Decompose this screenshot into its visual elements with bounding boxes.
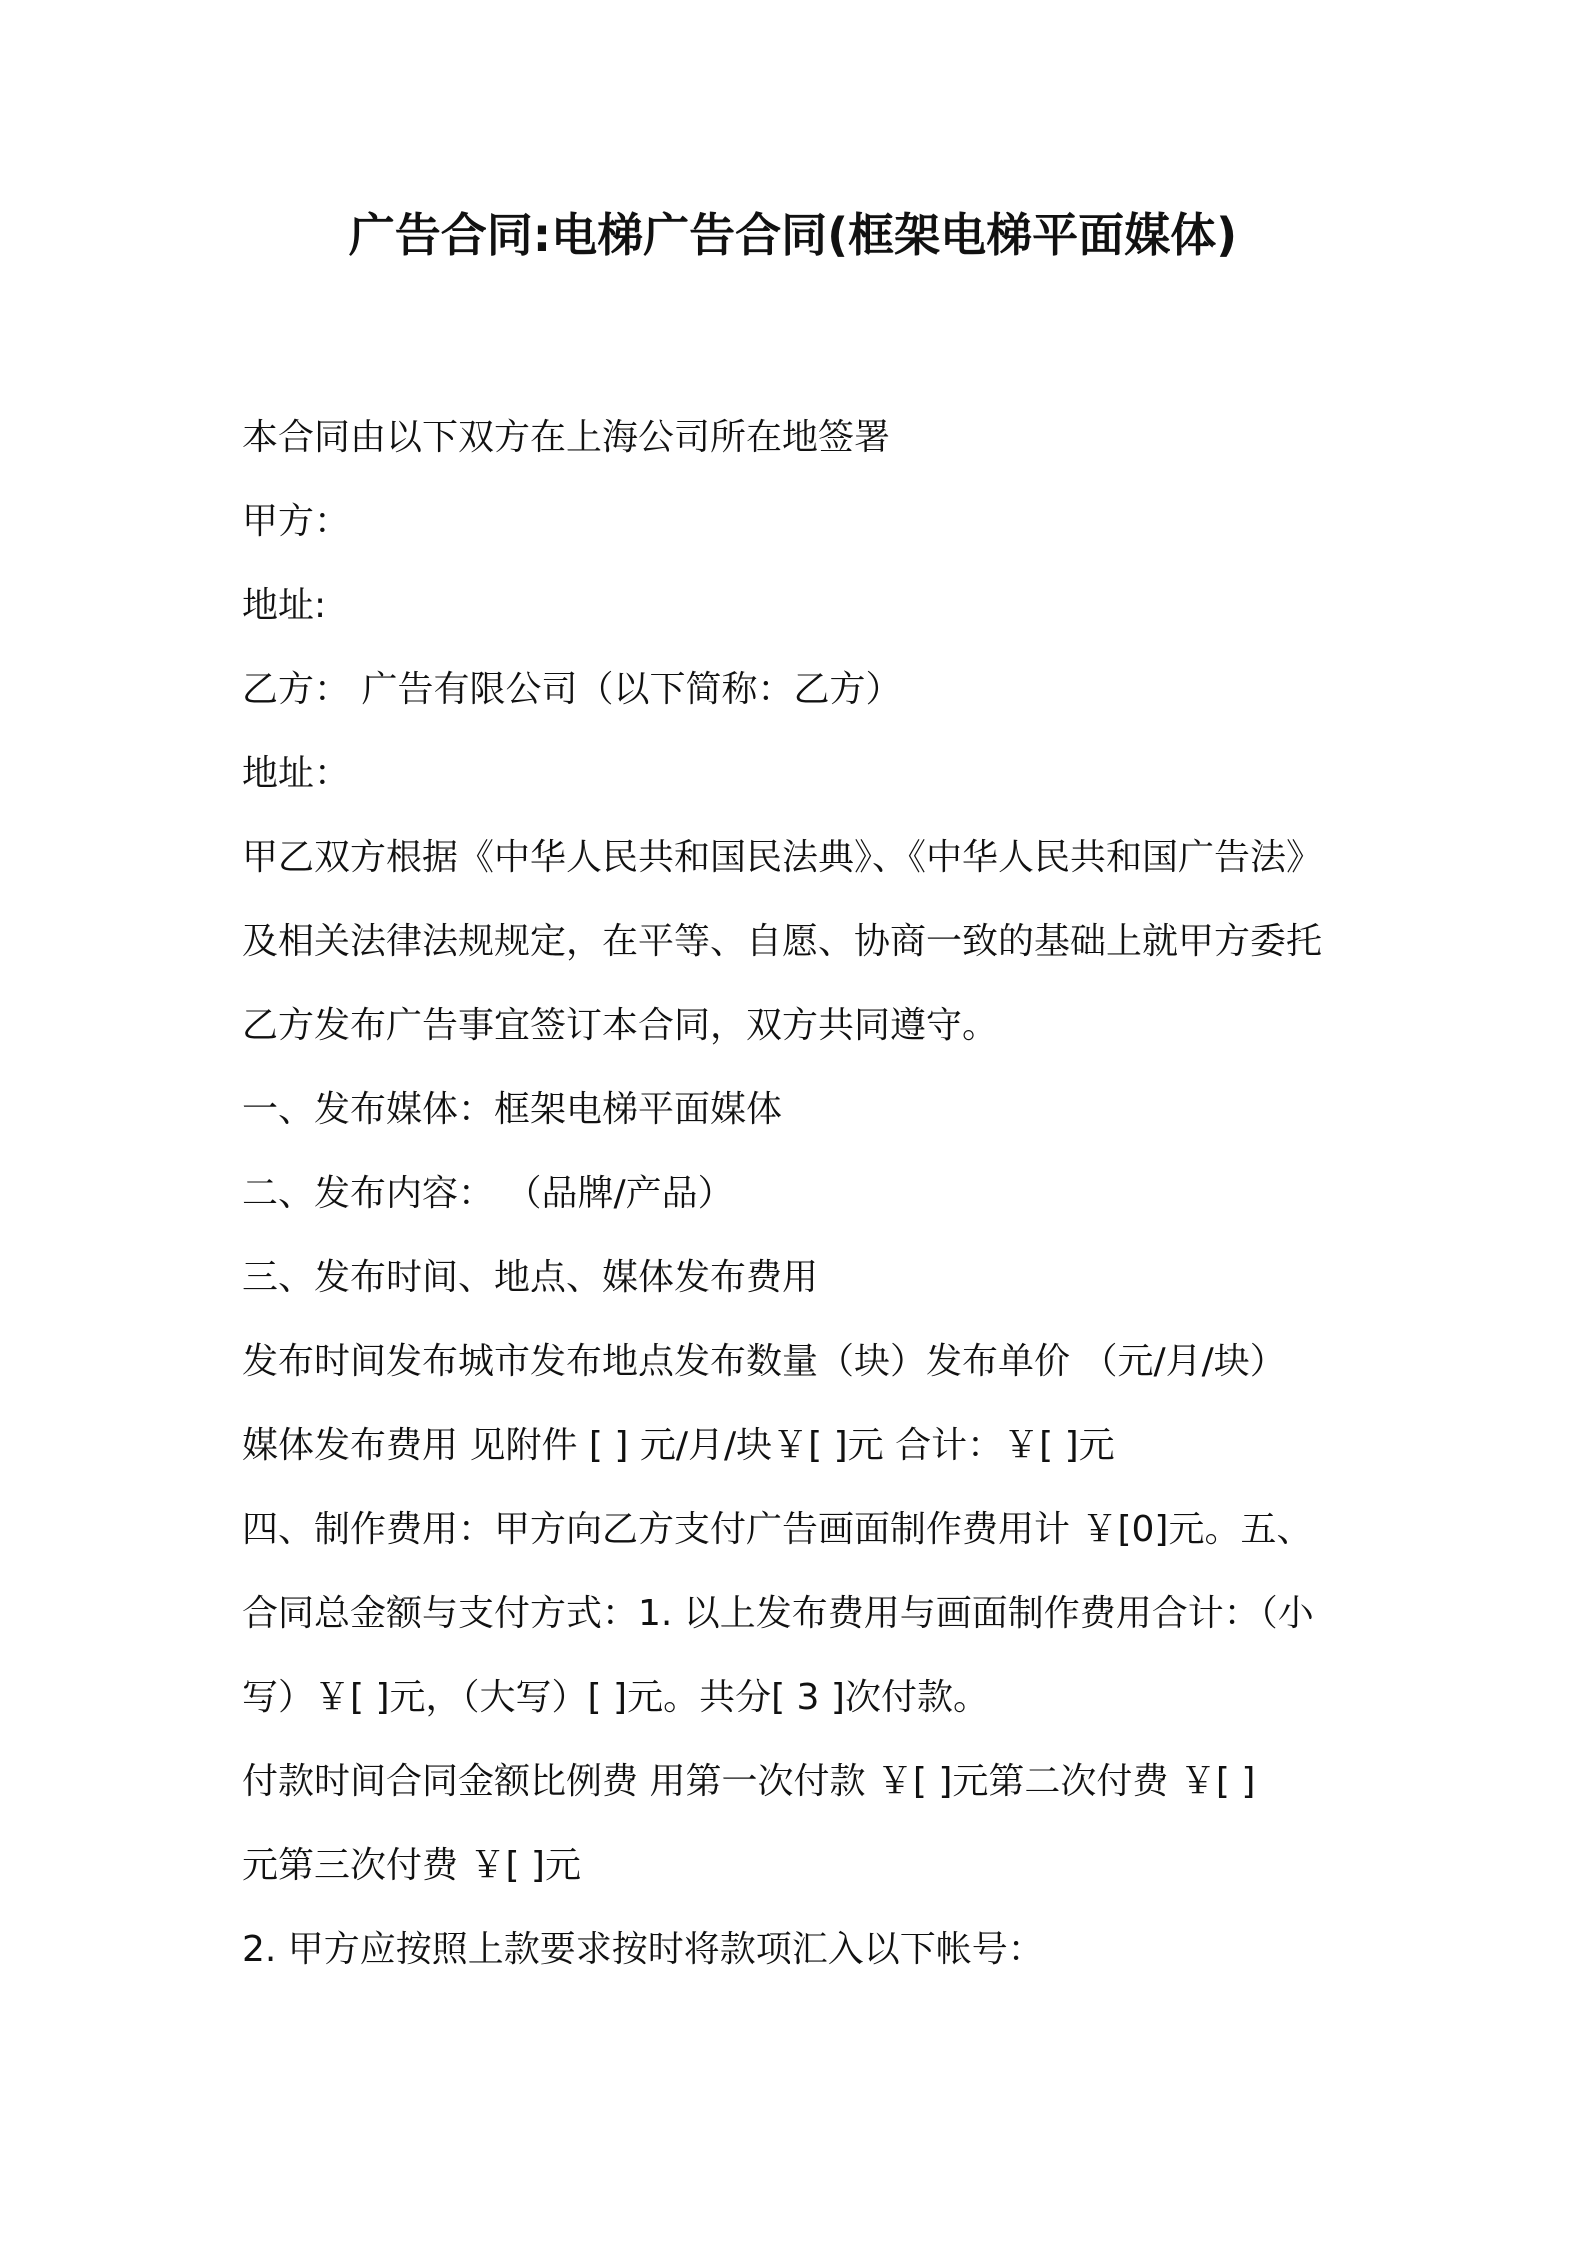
- document-title: 广告合同:电梯广告合同(框架电梯平面媒体): [348, 208, 1238, 262]
- legal-basis-line-1: 甲乙双方根据《中华人民共和国民法典》、《中华人民共和国广告法》: [242, 837, 1323, 878]
- legal-basis-line-3: 乙方发布广告事宜签订本合同，双方共同遵守。: [242, 1005, 999, 1046]
- party-a-line: 甲方：: [242, 501, 351, 542]
- publishing-fee-line: 媒体发布费用 见附件 [ ] 元/月/块￥[ ]元 合计：￥[ ]元: [242, 1425, 1115, 1466]
- section-5-total-line-1: 合同总金额与支付方式：1. 以上发布费用与画面制作费用合计：（小: [242, 1593, 1314, 1634]
- publishing-table-header-line: 发布时间发布城市发布地点发布数量（块）发布单价 （元/月/块）: [242, 1341, 1286, 1382]
- section-2-content-line: 二、发布内容： （品牌/产品）: [242, 1173, 734, 1214]
- payment-account-line: 2. 甲方应按照上款要求按时将款项汇入以下帐号：: [242, 1929, 1044, 1970]
- party-b-address-line: 地址：: [242, 753, 351, 794]
- legal-basis-line-2: 及相关法律法规规定，在平等、自愿、协商一致的基础上就甲方委托: [242, 921, 1323, 962]
- party-b-line: 乙方： 广告有限公司（以下简称：乙方）: [242, 669, 902, 710]
- party-a-address-line: 地址:: [242, 585, 327, 626]
- section-4-production-fee-line: 四、制作费用：甲方向乙方支付广告画面制作费用计 ￥[0]元。五、: [242, 1509, 1313, 1550]
- signing-location-line: 本合同由以下双方在上海公司所在地签署: [242, 417, 891, 458]
- section-3-heading-line: 三、发布时间、地点、媒体发布费用: [242, 1257, 819, 1298]
- payment-schedule-line-1: 付款时间合同金额比例费 用第一次付款 ￥[ ]元第二次付费 ￥[ ]: [242, 1761, 1256, 1802]
- section-1-media-line: 一、发布媒体：框架电梯平面媒体: [242, 1089, 783, 1130]
- section-5-total-line-2: 写）￥[ ]元，（大写）[ ]元。共分[ 3 ]次付款。: [242, 1677, 989, 1718]
- payment-schedule-line-2: 元第三次付费 ￥[ ]元: [242, 1845, 581, 1886]
